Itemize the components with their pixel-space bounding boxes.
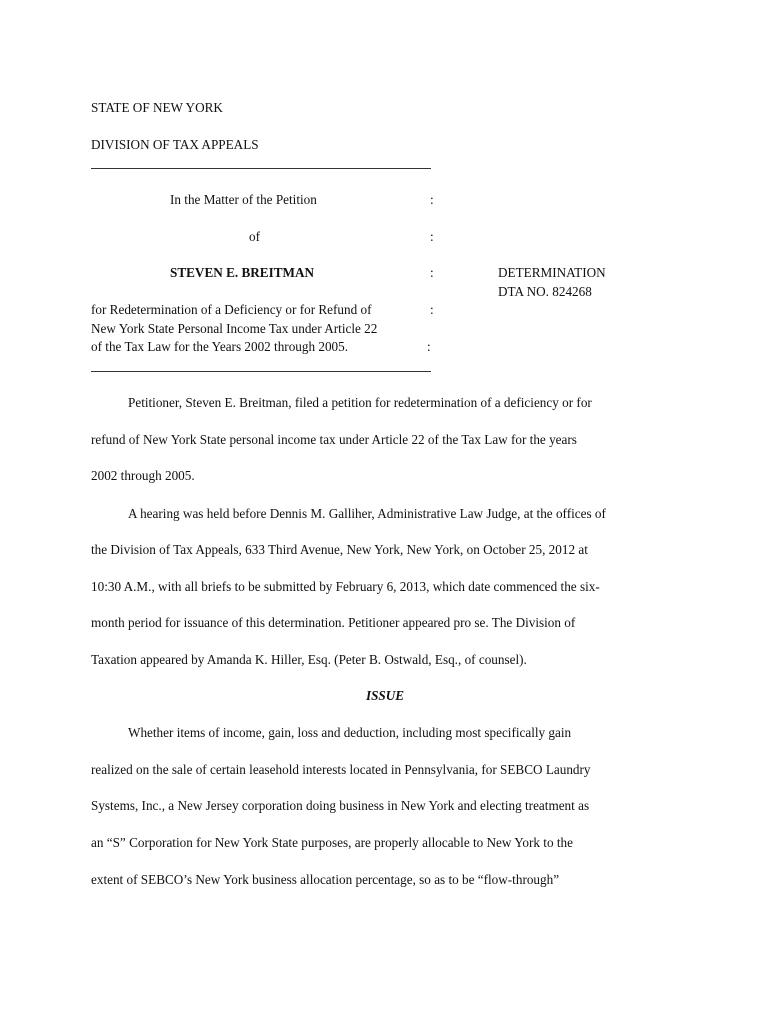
paragraph-line: Taxation appeared by Amanda K. Hiller, Esq. (Peter B. Ostwald, Esq., of counsel). [91,652,527,667]
document-type: DETERMINATION [498,265,606,280]
dta-number: DTA NO. 824268 [498,284,592,299]
caption-of: of [249,229,260,244]
paragraph-line: Whether items of income, gain, loss and deduction, including most specifically gain [128,725,572,740]
paragraph-line: Petitioner, Steven E. Breitman, filed a petition for redetermination of a deficiency or for [128,395,592,410]
paragraph-line: 2002 through 2005. [91,468,195,483]
caption-purpose-line: of the Tax Law for the Years 2002 through 2005. [91,339,349,354]
division-heading: DIVISION OF TAX APPEALS [91,137,259,152]
issue-heading: ISSUE [365,688,405,703]
paragraph-line: month period for issuance of this determination. Petitioner appeared pro se. The Division of [91,615,576,630]
caption-top-rule [91,168,431,169]
paragraph-line: A hearing was held before Dennis M. Galliher, Administrative Law Judge, at the offices of [128,506,606,521]
paragraph-line: the Division of Tax Appeals, 633 Third Avenue, New York, New York, on October 25, 2012 at [91,542,588,557]
caption-colon: : [427,339,431,354]
petitioner-name: STEVEN E. BREITMAN [170,265,314,280]
paragraph-line: refund of New York State personal income tax under Article 22 of the Tax Law for the years [91,432,577,447]
caption-purpose-line: for Redetermination of a Deficiency or for Refund of [91,302,372,317]
paragraph-line: extent of SEBCO’s New York business allocation percentage, so as to be “flow-through” [91,872,560,887]
paragraph-line: an “S” Corporation for New York State purposes, are properly allocable to New York to the [91,835,573,850]
caption-colon: : [430,229,434,244]
caption-purpose-line: New York State Personal Income Tax under Article 22 [91,321,378,336]
caption-bottom-rule [91,371,431,372]
caption-matter: In the Matter of the Petition [170,192,317,207]
paragraph-line: 10:30 A.M., with all briefs to be submitted by February 6, 2013, which date commenced the six- [91,579,600,594]
state-heading: STATE OF NEW YORK [91,100,223,115]
caption-colon: : [430,192,434,207]
paragraph-line: Systems, Inc., a New Jersey corporation doing business in New York and electing treatment as [91,798,590,813]
caption-colon: : [430,265,434,280]
paragraph-line: realized on the sale of certain leasehold interests located in Pennsylvania, for SEBCO Laundry [91,762,591,777]
caption-colon: : [430,302,434,317]
